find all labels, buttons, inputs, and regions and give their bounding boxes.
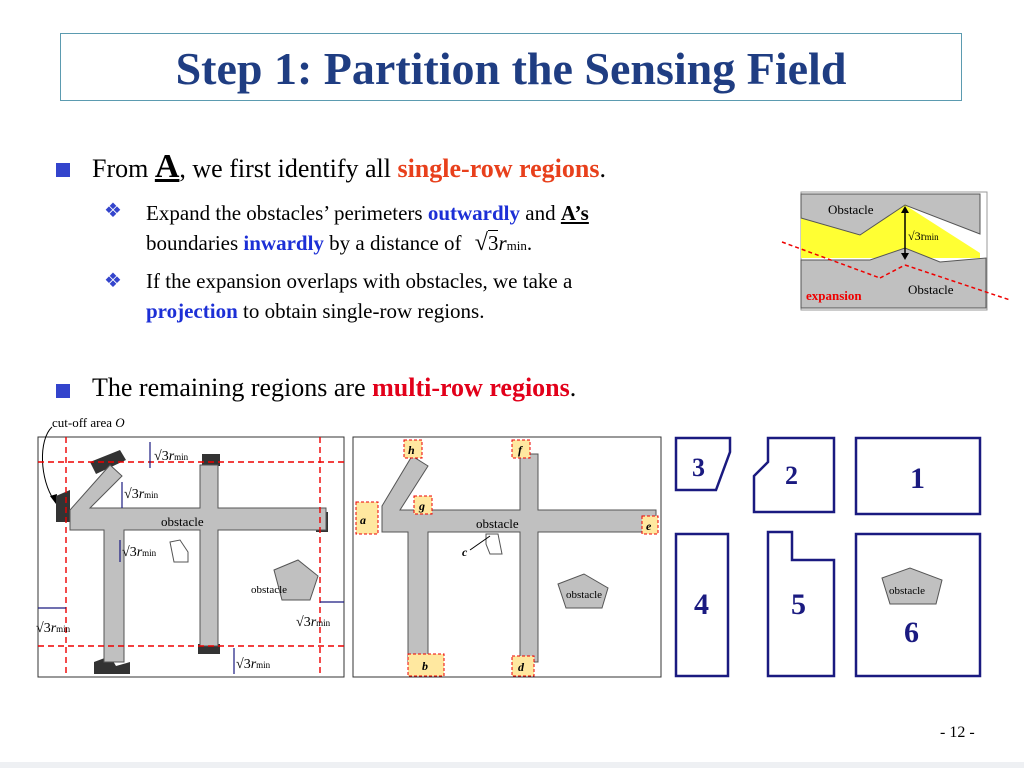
region-label-d: d — [518, 660, 524, 674]
region-6-shape — [856, 534, 980, 676]
min-subscript: min — [506, 238, 527, 253]
bullet-1-text — [92, 148, 606, 185]
cutoff-text: cut-off area — [52, 415, 113, 430]
dist-value: 3 — [161, 449, 169, 464]
sub1-text-a: Expand the obstacles’ perimeters — [146, 201, 423, 225]
projection-highlight: projection — [146, 299, 238, 323]
bullet-1-from: From — [92, 154, 149, 183]
inset-bottom-obstacle-label: Obstacle — [908, 282, 954, 297]
dist-r: r — [50, 621, 57, 636]
diamond-bullet-icon: ❖ — [104, 200, 122, 222]
sub1-distance-text: by a distance of — [329, 231, 462, 255]
inwardly-highlight: inwardly — [243, 231, 324, 255]
dist-value: 3 — [129, 545, 137, 560]
title-box — [60, 33, 962, 101]
sqrt3-value: 3 — [487, 231, 499, 255]
region-label-a: a — [360, 513, 366, 527]
inset-top-obstacle-label: Obstacle — [828, 202, 874, 217]
dist-value: 3 — [243, 657, 251, 672]
dist-min: min — [142, 548, 157, 558]
region-label-c: c — [462, 545, 468, 559]
bullet-square-icon — [56, 384, 70, 398]
cutoff-o: O — [115, 415, 125, 430]
fig1-obstacle-label: obstacle — [161, 514, 204, 529]
cutoff-block — [202, 454, 220, 466]
sub-bullet-2-line1: If the expansion overlaps with obstacles, we take a — [146, 269, 573, 293]
outwardly-highlight: outwardly — [427, 201, 521, 225]
region-5-label: 5 — [791, 588, 806, 621]
bullet-square-icon — [56, 163, 70, 177]
bullet-2-main: The remaining regions are — [92, 373, 366, 402]
region-4-label: 4 — [694, 588, 709, 621]
figure-multi-row-regions — [670, 432, 988, 682]
dist-value: 3 — [131, 487, 139, 502]
region-6-label: 6 — [904, 616, 919, 649]
inset-distance-sub: min — [924, 232, 939, 242]
dist-min: min — [56, 624, 71, 634]
region-label-b: b — [422, 659, 428, 673]
region-1-label: 1 — [910, 462, 925, 495]
expansion-inset-diagram — [780, 190, 1016, 312]
footer-bar — [0, 762, 1024, 768]
cutoff-label — [52, 415, 125, 430]
fig3-obstacle-label: obstacle — [889, 585, 926, 597]
field-boundary — [38, 437, 344, 677]
r-symbol: r — [498, 231, 507, 255]
dist-min: min — [174, 452, 189, 462]
diamond-bullet-icon: ❖ — [104, 270, 122, 292]
dist-min: min — [316, 618, 331, 628]
inset-distance-label: √3rmin — [908, 229, 939, 243]
as-label: A’s — [560, 201, 589, 225]
dist-min: min — [144, 490, 159, 500]
fig1-distance-label: √3rmin — [236, 657, 271, 672]
region-label-e: e — [646, 519, 652, 533]
fig1-distance-label: √3rmin — [122, 545, 157, 560]
fig1-pentagon-label: obstacle — [251, 584, 288, 596]
region-label-h: h — [408, 443, 415, 457]
page-number: - 12 - — [940, 724, 975, 741]
multi-row-highlight: multi-row regions — [372, 373, 570, 402]
fig2-pentagon-label: obstacle — [566, 589, 603, 601]
field-boundary — [353, 437, 661, 677]
dist-min: min — [256, 660, 271, 670]
sub1-boundaries: boundaries — [146, 231, 239, 255]
region-label-g: g — [419, 499, 425, 513]
region-3-label: 3 — [692, 453, 705, 482]
area-a-label: A — [154, 148, 180, 185]
dist-r: r — [168, 449, 175, 464]
inset-distance-value: 3r — [914, 229, 925, 243]
dist-r: r — [136, 545, 143, 560]
region-label-f: f — [518, 443, 522, 457]
sub-bullet-1-line1 — [146, 200, 589, 227]
sub2-text: to obtain single-row regions. — [243, 299, 485, 323]
sub1-dot: . — [526, 231, 533, 255]
fig1-distance-label: √3rmin — [36, 621, 71, 636]
inset-expansion-label: expansion — [806, 288, 862, 303]
sub-bullet-1-line2 — [146, 230, 532, 259]
sqrt3-rmin-formula: √3rmin — [474, 230, 527, 256]
dist-r: r — [250, 657, 257, 672]
bullet-2-text — [92, 373, 576, 403]
figure-cutoff-field — [30, 410, 348, 680]
fig1-distance-label: √3rmin — [124, 487, 159, 502]
fig2-obstacle-label: obstacle — [476, 516, 519, 531]
sub-bullet-2-line2 — [146, 298, 484, 325]
bullet-2-end: . — [569, 373, 577, 402]
sub1-and: and — [525, 201, 556, 225]
region-2-label: 2 — [785, 461, 798, 490]
fig1-distance-label: √3rmin — [154, 449, 189, 464]
dist-value: 3 — [43, 621, 51, 636]
dist-value: 3 — [303, 615, 311, 630]
single-row-highlight: single-row regions — [397, 154, 600, 183]
figure-single-row-regions — [352, 436, 664, 680]
dist-r: r — [310, 615, 317, 630]
bullet-1-mid: , we first identify all — [179, 154, 391, 183]
fig1-distance-label: √3rmin — [296, 615, 331, 630]
page-title: Step 1: Partition the Sensing Field — [175, 43, 847, 94]
dist-r: r — [138, 487, 145, 502]
bullet-1-end: . — [599, 154, 606, 183]
